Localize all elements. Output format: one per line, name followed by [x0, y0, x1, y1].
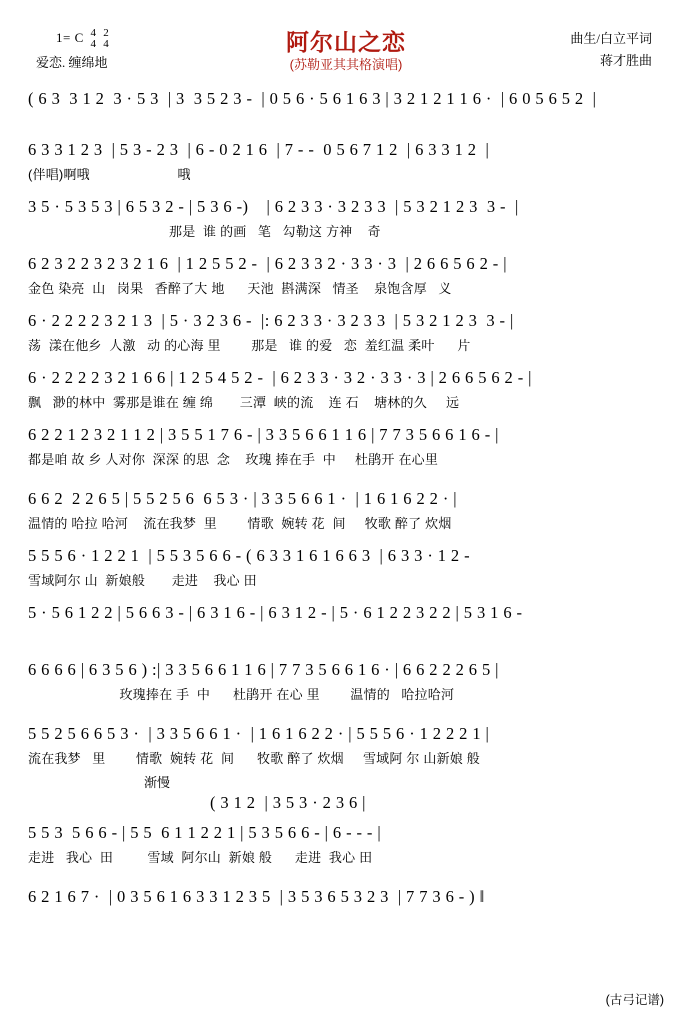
notation-line: 6 3 3 1 2 3 | 5 3 - 2 3 | 6 - 0 2 1 6 | 7 - - 0 5 6 7 1 2 | 6 3 3 1 2 | [28, 140, 490, 159]
lyric-line: 金色 染亮 山 岗果 香醉了大 地 天池 斟满深 情圣 泉饱含厚 义 [28, 281, 452, 296]
time-signature-secondary-bottom: 4 [103, 38, 110, 50]
notation-line: 5 5 2 5 6 6 5 3 · | 3 3 5 6 6 1 · | 1 6 1 6 2 2 · | 5 5 5 6 · 1 2 2 2 1 | [28, 724, 490, 743]
notation-line: 6 6 6 6 | 6 3 5 6 ) :| 3 3 5 6 6 1 1 6 | 7 7 3 5 6 6 1 6 · | 6 6 2 2 2 6 5 | [28, 660, 499, 679]
system-spacer [24, 708, 668, 721]
lyric-line: 飘 渺的林中 雾那是谁在 缠 绵 三潭 峡的流 连 石 塘林的久 远 [28, 395, 460, 410]
system-spacer [24, 871, 668, 884]
lyric-line [24, 628, 668, 649]
music-system [24, 657, 668, 706]
music-system [24, 137, 668, 186]
music-system [24, 365, 668, 414]
transcriber-credit: (古弓记谱) [605, 993, 664, 1007]
lyric-line: 雪域阿尔 山 新娘般 走进 我心 田 [28, 573, 257, 588]
music-system [24, 308, 668, 357]
music-system [24, 86, 668, 135]
notation-line: 6 2 2 1 2 3 2 1 1 2 | 3 5 5 1 7 6 - | 3 3 5 6 6 1 1 6 | 7 7 3 5 6 6 1 6 - | [28, 425, 499, 444]
tempo-expression: 爱恋. 缠绵地 [36, 55, 108, 70]
notation-line: ( 6 3 3 1 2 3 · 5 3 | 3 3 5 2 3 - | 0 5 6 · 5 6 1 6 3 | 3 2 1 2 1 1 6 · | 6 0 5 6 5 2 | [28, 89, 597, 108]
music-system [24, 422, 668, 471]
notation-line: 6 6 2 2 2 6 5 | 5 5 2 5 6 6 5 3 · | 3 3 5 6 6 1 · | 1 6 1 6 2 2 · | [28, 489, 457, 508]
key-signature-text: 1= C [56, 29, 84, 45]
music-system [24, 772, 668, 818]
notation-line: 5 5 5 6 · 1 2 2 1 | 5 5 3 5 6 6 - ( 6 3 3 1 6 1 6 6 3 | 6 3 3 · 1 2 - [28, 546, 470, 565]
lyric-line: 温情的 哈拉 哈河 流在我梦 里 情歌 婉转 花 间 牧歌 醉了 炊烟 [28, 516, 452, 531]
page-title: 阿尔山之恋 [286, 29, 406, 55]
music-system [24, 884, 668, 912]
lyric-line [24, 114, 668, 135]
time-signature-primary-bottom: 4 [90, 38, 97, 50]
time-signature-secondary-top: 2 [103, 27, 110, 39]
time-signature-primary-top: 4 [90, 27, 97, 39]
lyric-line: 那是 谁 的画 笔 勾勒这 方神 奇 [28, 224, 381, 239]
lyric-line: 玫瑰捧在 手 中 杜鹃开 在心 里 温情的 哈拉哈河 [28, 687, 455, 702]
lyric-line: 荡 漾在他乡 人激 动 的心海 里 那是 谁 的爱 恋 羞红温 柔叶 片 [28, 338, 471, 353]
notation-line: ( 3 1 2 | 3 5 3 · 2 3 6 | [210, 793, 366, 812]
notation-line: 5 5 3 5 6 6 - | 5 5 6 1 1 2 2 1 | 5 3 5 6 6 - | 6 - - - | [28, 823, 382, 842]
notation-line: 6 · 2 2 2 2 3 2 1 3 | 5 · 3 2 3 6 - |: 6 2 3 3 · 3 2 3 3 | 5 3 2 1 2 3 3 - | [28, 311, 514, 330]
music-system [24, 194, 668, 243]
lyric-line: (伴唱)啊哦 哦 [28, 167, 191, 182]
notation-line: 6 2 3 2 2 3 2 3 2 1 6 | 1 2 5 5 2 - | 6 2 3 3 2 · 3 3 · 3 | 2 6 6 5 6 2 - | [28, 254, 507, 273]
page-subtitle: (苏勒亚其其格演唱) [289, 57, 403, 72]
music-system [24, 721, 668, 770]
notation-line: 6 · 2 2 2 2 3 2 1 6 6 | 1 2 5 4 5 2 - | 6 2 3 3 · 3 2 · 3 3 · 3 | 2 6 6 5 6 2 - | [28, 368, 532, 387]
lyric-line: 走进 我心 田 雪域 阿尔山 新娘 般 走进 我心 田 [28, 850, 373, 865]
lyric-line: 流在我梦 里 情歌 婉转 花 间 牧歌 醉了 炊烟 雪域阿 尔 山新娘 般 [28, 751, 480, 766]
credit-composer: 蒋才胜曲 [599, 53, 652, 68]
music-body [0, 86, 692, 912]
credit-lyricist: 曲生/白立平词 [570, 31, 652, 46]
tempo-change-marking: 渐慢 [144, 775, 171, 790]
music-system [24, 486, 668, 535]
music-system [24, 251, 668, 300]
music-system [24, 543, 668, 592]
notation-line: 3 5 · 5 3 5 3 | 6 5 3 2 - | 5 3 6 -) | 6 2 3 3 · 3 2 3 3 | 5 3 2 1 2 3 3 - | [28, 197, 519, 216]
score-header [0, 0, 692, 86]
notation-line: 5 · 5 6 1 2 2 | 5 6 6 3 - | 6 3 1 6 - | 6 3 1 2 - | 5 · 6 1 2 2 3 2 2 | 5 3 1 6 - [28, 603, 523, 622]
lyric-line: 都是咱 故 乡 人对你 深深 的思 念 玫瑰 捧在手 中 杜鹃开 在心里 [28, 452, 439, 467]
music-system [24, 820, 668, 869]
system-spacer [24, 473, 668, 486]
notation-line: 6 2 1 6 7 · | 0 3 5 6 1 6 3 3 1 2 3 5 | 3 5 3 6 5 3 2 3 | 7 7 3 6 - ) ‖ [28, 887, 485, 906]
music-system [24, 600, 668, 649]
